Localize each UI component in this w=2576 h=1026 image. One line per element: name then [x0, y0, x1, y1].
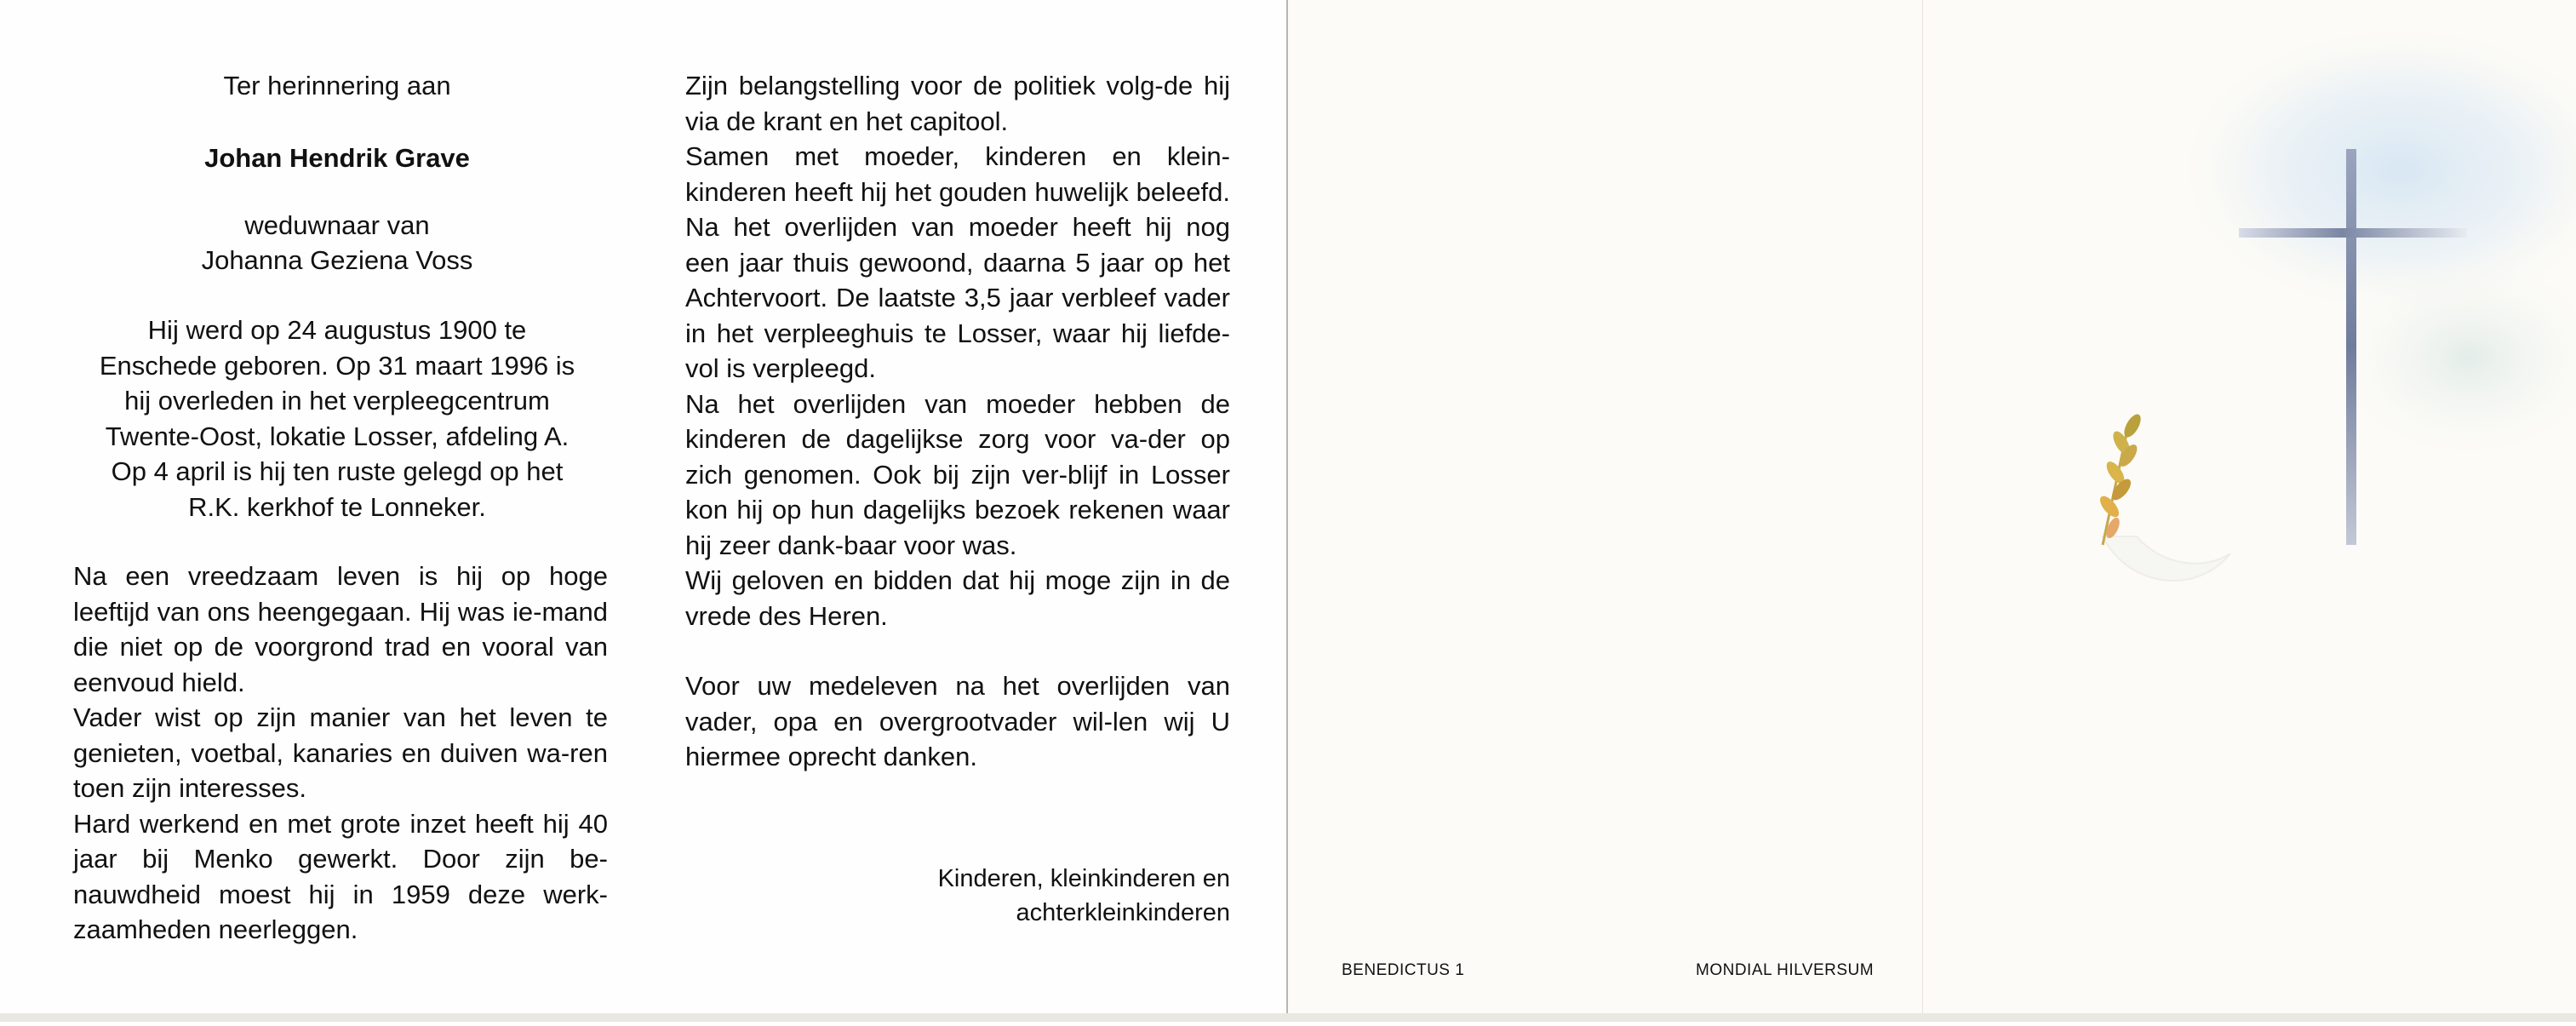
deceased-name: Johan Hendrik Grave — [204, 143, 470, 173]
card-fold-line — [1922, 0, 1923, 1022]
bio-line: Enschede geboren. Op 31 maart 1996 is — [99, 350, 575, 381]
bio-line: Twente-Oost, lokatie Losser, afdeling A. — [105, 421, 570, 451]
signature-line-2: achterkleinkinderen — [1016, 899, 1230, 926]
design-code: BENEDICTUS 1 — [1342, 961, 1465, 979]
right-paragraph-5: Voor uw medeleven na het overlijden van vader, opa en overgrootvader wil-len wij U hiermee oprecht danken. — [685, 671, 1230, 771]
left-paragraph-1: Na een vreedzaam leven is hij op hoge leeftijd van ons heengegaan. Hij was ie-mand die niet op de voorgrond trad en vooral van eenvoud hield. — [73, 561, 608, 697]
card-fold-line — [1286, 0, 1288, 1022]
right-paragraph-4: Wij geloven en bidden dat hij moge zijn in de vrede des Heren. — [685, 565, 1230, 631]
right-inner-page — [643, 0, 1288, 1022]
spouse-line-2: Johanna Geziena Voss — [201, 245, 473, 275]
spouse-line-1: weduwnaar van — [244, 210, 430, 240]
scan-bottom-edge — [0, 1013, 2576, 1022]
signature-block — [685, 862, 1230, 930]
dove-icon — [2103, 536, 2230, 581]
right-paragraph-2: Samen met moeder, kinderen en klein-kinderen heeft hij het gouden huwelijk beleefd. Na het overlijden van moeder heeft hij nog een jaar thuis gewoond, daarna 5 jaar op het Achtervoort. De laatste 3,5 jaar verbleef vader in het verpleeghuis te Losser, waar hij liefde-vol is verpleegd. — [685, 141, 1230, 383]
back-cover — [1288, 0, 1924, 1022]
front-cover-illustration — [1924, 0, 2576, 1022]
bio-line: Hij werd op 24 augustus 1900 te — [147, 315, 527, 345]
bio-line: hij overleden in het verpleegcentrum — [124, 386, 550, 416]
bio-line: Op 4 april is hij ten ruste gelegd op het — [111, 456, 564, 486]
wheat-icon — [2097, 412, 2144, 545]
left-paragraph-2: Vader wist op zijn manier van het leven te genieten, voetbal, kanaries en duiven wa-ren toen zijn interesses. — [73, 702, 608, 803]
left-body-text — [73, 559, 608, 948]
remembrance-text: Ter herinnering aan — [223, 71, 451, 100]
publisher-imprint: MONDIAL HILVERSUM — [1696, 961, 1875, 979]
left-inner-page — [0, 0, 643, 1022]
right-paragraph-3: Na het overlijden van moeder hebben de kinderen de dagelijkse zorg voor va-der op zich genomen. Ook bij zijn ver-blijf in Losser kon hij op hun dagelijks bezoek rekenen waar hij zeer dank-baar voor was. — [685, 388, 1230, 560]
bio-line: R.K. kerkhof te Lonneker. — [188, 491, 486, 522]
biography-block — [39, 312, 635, 524]
right-body-text — [685, 68, 1230, 775]
signature-line-1: Kinderen, kleinkinderen en — [937, 865, 1230, 892]
left-paragraph-3: Hard werkend en met grote inzet heeft hij 40 jaar bij Menko gewerkt. Door zijn be-nauwdheid moest hij in 1959 deze werk-zaamheden neerleggen. — [73, 808, 608, 944]
front-cover — [1924, 0, 2576, 1022]
right-paragraph-1: Zijn belangstelling voor de politiek volg-de hij via de krant en het capitool. — [685, 71, 1230, 136]
